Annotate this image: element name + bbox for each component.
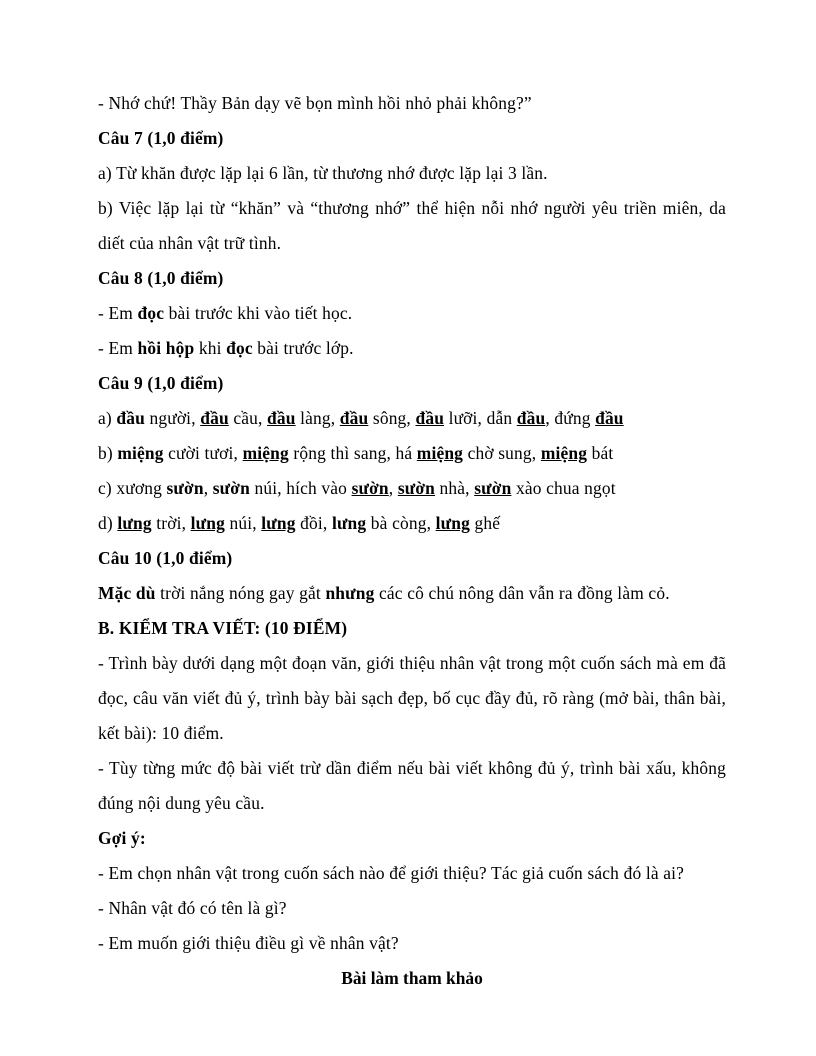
bold-underline-run: lưng [261,513,296,533]
bold-run: lưng [331,513,367,533]
bold-underline-run: đầu [595,408,624,428]
bold-run: đọc [137,303,165,323]
text-run: c) xương [98,478,167,498]
bold-run: sườn [166,478,204,498]
text-run: trời, [151,513,191,533]
text-run: d) [98,513,118,533]
section-b-criteria-1: - Trình bày dưới dạng một đoạn văn, giới thiệu nhân vật trong một cuốn sách mà em đã đọc, câu văn viết đủ ý, trình bày bài sạch đẹp, bố cục đầy đủ, rõ ràng (mở bài, thân bài, kết bài): 10 điểm. [98,653,726,743]
bold-run: nhưng [325,583,375,603]
text-run: , đứng [545,408,596,428]
text-run: b) [98,443,118,463]
text-run: a) [98,408,117,428]
bold-run: hồi hộp [137,338,195,358]
cau-9-b [98,436,726,471]
text-run: bài trước lớp. [252,338,354,358]
cau-9-a [98,401,726,436]
cau-7-b: b) Việc lặp lại từ “khăn” và “thương nhớ” thể hiện nỗi nhớ người yêu triền miên, da diết của nhân vật trữ tình. [98,198,726,253]
text-run: , [388,478,398,498]
bold-underline-run: miệng [540,443,588,463]
text-run: sông, [368,408,416,428]
bold-underline-run: đầu [415,408,445,428]
text-run: nhà, [435,478,475,498]
text-run: người, [144,408,201,428]
text-run: xào chua ngọt [511,478,616,498]
cau-9-c [98,471,726,506]
cau-8-heading: Câu 8 (1,0 điểm) [98,268,224,288]
dialogue-line: - Nhớ chứ! Thầy Bản dạy vẽ bọn mình hồi nhỏ phải không?” [98,93,532,113]
section-b-heading: B. KIỂM TRA VIẾT: (10 ĐIỂM) [98,618,348,638]
text-run: cười tươi, [163,443,243,463]
goi-y-q3: - Em muốn giới thiệu điều gì về nhân vật? [98,933,399,953]
cau-10-heading: Câu 10 (1,0 điểm) [98,548,233,568]
bold-underline-run: sườn [351,478,389,498]
bold-underline-run: đầu [200,408,229,428]
text-run: ghế [469,513,501,533]
bold-run: sườn [212,478,250,498]
cau-9-heading: Câu 9 (1,0 điểm) [98,373,224,393]
text-run: - Em [98,338,138,358]
goi-y-q2: - Nhân vật đó có tên là gì? [98,898,287,918]
text-run: trời nắng nóng gay gắt [155,583,326,603]
text-run: đồi, [295,513,332,533]
bold-underline-run: lưng [190,513,225,533]
bold-underline-run: lưng [435,513,470,533]
bai-lam-tham-khao: Bài làm tham khảo [341,968,483,988]
text-run: khi [194,338,227,358]
cau-7-heading: Câu 7 (1,0 điểm) [98,128,224,148]
text-run: bát [587,443,614,463]
bold-run: đọc [226,338,253,358]
goi-y-q1: - Em chọn nhân vật trong cuốn sách nào để giới thiệu? Tác giả cuốn sách đó là ai? [98,863,685,883]
text-run: bà còng, [366,513,436,533]
text-run: các cô chú nông dân vẫn ra đồng làm cỏ. [374,583,670,603]
text-run: , [203,478,213,498]
goi-y-heading: Gợi ý: [98,828,146,848]
text-run: núi, [224,513,262,533]
text-run: núi, hích vào [249,478,352,498]
bold-run: Mặc dù [98,583,156,603]
cau-7-a: a) Từ khăn được lặp lại 6 lần, từ thương nhớ được lặp lại 3 lần. [98,163,548,183]
section-b-criteria-2: - Tùy từng mức độ bài viết trừ dần điểm nếu bài viết không đủ ý, trình bài xấu, không đúng nội dung yêu cầu. [98,758,726,813]
bold-underline-run: đầu [339,408,369,428]
bold-underline-run: đầu [516,408,546,428]
bold-underline-run: miệng [242,443,289,463]
text-run: lưỡi, dẫn [444,408,517,428]
text-run: bài trước khi vào tiết học. [164,303,353,323]
text-run: - Em [98,303,138,323]
bold-run: miệng [117,443,164,463]
bold-underline-run: sườn [474,478,512,498]
text-run: cầu, [228,408,268,428]
cau-10-answer [98,576,726,611]
document-body [98,86,726,996]
bold-underline-run: sườn [397,478,436,498]
bold-underline-run: miệng [416,443,464,463]
cau-9-d [98,506,726,541]
bold-underline-run: lưng [117,513,152,533]
bold-run: đầu [116,408,145,428]
text-run: chờ sung, [463,443,541,463]
text-run: rộng thì sang, há [288,443,417,463]
cau-8-line-2 [98,331,726,366]
text-run: làng, [295,408,340,428]
bold-underline-run: đầu [267,408,296,428]
cau-8-line-1 [98,296,726,331]
